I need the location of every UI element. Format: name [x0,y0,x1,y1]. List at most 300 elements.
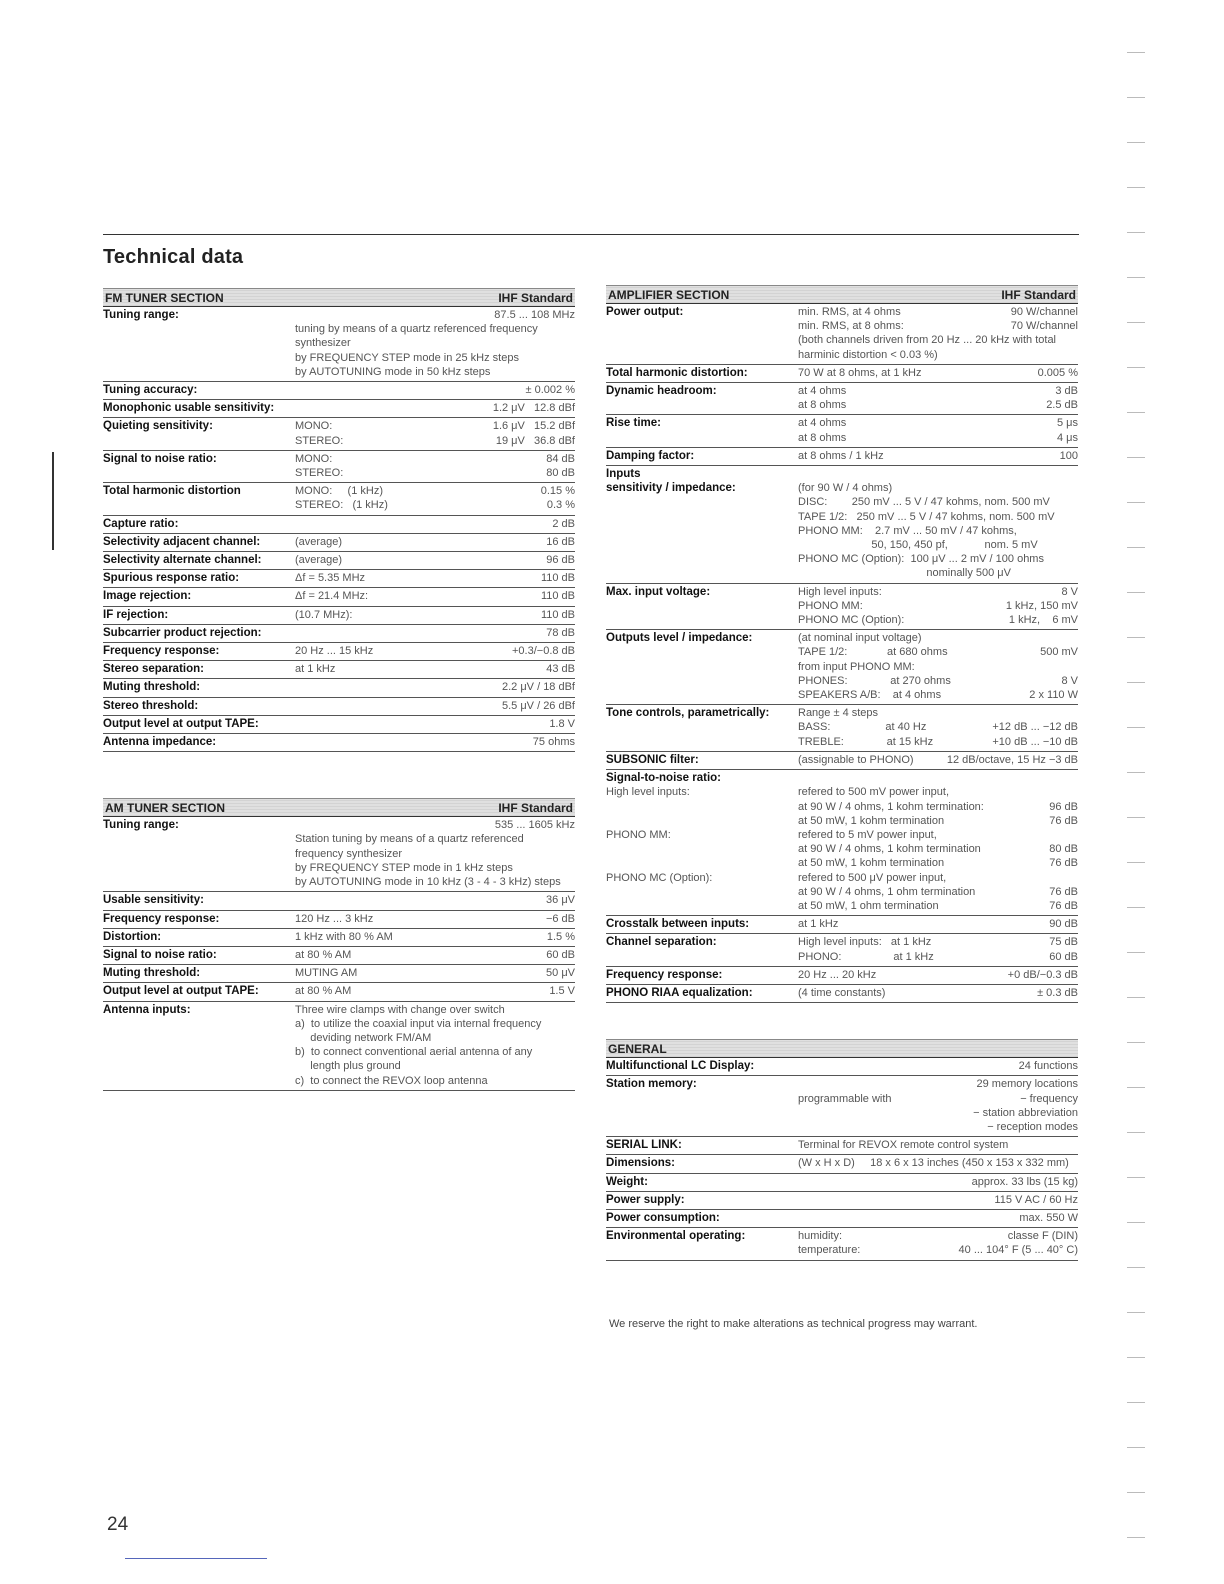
spec-label: Power consumption: [606,1211,720,1224]
spec-row [606,304,1078,365]
spec-label: Multifunctional LC Display: [606,1060,755,1073]
spec-label: Tuning range: [103,819,179,832]
margin-tick [1127,322,1145,323]
general-section [606,1039,1078,1260]
spec-detail [295,589,575,603]
spec-row [103,965,575,983]
spec-condition: High level inputs: PHONO MM: PHONO MC (Option): [798,585,905,627]
spec-detail [798,305,1078,362]
spec-value: +12 dB ... −12 dB +10 dB ... −10 dB [992,721,1078,748]
spec-label: Image rejection: [103,590,192,603]
spec-notes: (both channels driven from 20 Hz ... 20 kHz with total harminic distortion < 0.03 %) [798,334,1060,361]
spec-condition [798,1175,972,1189]
spec-condition [295,717,549,731]
spec-value: +0 dB/−0.3 dB [1007,968,1078,981]
spec-detail [295,680,575,694]
margin-tick [1127,277,1145,278]
spec-condition [295,680,502,694]
spec-row [103,817,575,892]
spec-value: 1.6 μV 15.2 dBf 19 μV 36.8 dBf [492,420,575,447]
spec-value: 96 dB [546,554,575,567]
spec-row [103,534,575,552]
spec-row [103,570,575,588]
spec-value: 1.8 V [549,717,575,730]
spec-condition: at 4 ohms at 8 ohms [798,385,847,412]
margin-tick [1127,592,1145,593]
spec-line [295,966,575,980]
spec-line [295,452,575,480]
spec-line [295,930,575,944]
spec-value: ± 0.3 dB [1037,986,1078,999]
general-rows [606,1058,1078,1260]
margin-tick [1127,1222,1145,1223]
spec-line [798,1229,1078,1257]
spec-condition: 70 W at 8 ohms, at 1 kHz [798,366,922,379]
spec-condition: at 1 kHz [798,918,839,931]
spec-label: PHONO RIAA equalization: [606,986,753,999]
spec-value: 500 mV 8 V 2 x 110 W [1029,646,1078,702]
spec-value: 0.15 % 0.3 % [540,485,575,512]
margin-tick [1127,1447,1145,1448]
margin-tick [1127,457,1145,458]
spec-condition: 120 Hz ... 3 kHz [295,912,374,925]
section-title: AMPLIFIER SECTION [608,287,730,302]
spec-row [103,418,575,450]
spec-condition [798,1193,994,1207]
spec-row [103,911,575,929]
spec-row [103,661,575,679]
spec-row [103,516,575,534]
spec-detail [798,1156,1078,1170]
margin-tick [1127,187,1145,188]
spec-label: Environmental operating: [606,1230,746,1243]
spec-row [606,466,1078,584]
spec-detail [295,419,575,447]
spec-condition: MUTING AM [295,967,358,980]
spec-label: Usable sensitivity: [103,894,204,907]
spec-row [606,1210,1078,1228]
spec-line [798,1175,1078,1189]
spec-condition [295,626,546,640]
spec-label: Station memory: [606,1078,697,1091]
spec-row [103,451,575,483]
section-standard: IHF Standard [498,800,573,815]
spec-row [606,584,1078,631]
spec-value: 110 dB [540,608,575,621]
spec-detail [295,383,575,397]
spec-line [798,1193,1078,1207]
snr-values: 96 dB 76 dB 80 dB 76 dB 76 dB 76 dB [1049,800,1078,912]
spec-condition: at 80 % AM [295,985,352,998]
spec-label: Power supply: [606,1193,685,1206]
margin-tick [1127,232,1145,233]
spec-value: 60 dB [546,948,575,961]
spec-condition: (assignable to PHONO) [798,753,914,766]
spec-value: classe F (DIN) 40 ... 104° F (5 ... 40° C) [958,1230,1078,1257]
spec-line [295,717,575,731]
spec-row [103,947,575,965]
spec-label: Antenna inputs: [103,1003,191,1016]
spec-line [798,986,1078,1000]
spec-value: approx. 33 lbs (15 kg) [971,1175,1078,1188]
fm-rows [103,307,575,752]
spec-row [103,400,575,418]
spec-value: 50 μV [546,967,575,980]
spec-detail [798,917,1078,931]
page-title: Technical data [103,246,244,268]
spec-condition [798,1211,1019,1225]
margin-tick [1127,502,1145,503]
spec-label: Output level at output TAPE: [103,985,259,998]
margin-bar [52,452,54,550]
spec-line [295,680,575,694]
spec-label: Signal-to-noise ratio: [606,772,721,785]
spec-line [798,305,1078,333]
spec-detail [295,553,575,567]
spec-value: 1.2 μV 12.8 dBf [492,402,575,415]
spec-value: 115 V AC / 60 Hz [994,1193,1078,1206]
spec-value: 8 V 1 kHz, 150 mV 1 kHz, 6 mV [1005,585,1078,627]
spec-row [606,1192,1078,1210]
spec-detail [295,735,575,749]
spec-row [103,716,575,734]
spec-row [103,483,575,515]
page-number: 24 [107,1514,129,1535]
section-header [103,798,575,817]
spec-line [798,753,1078,767]
spec-line [798,366,1078,380]
spec-value: ± 0.002 % [525,384,575,397]
margin-tick [1127,682,1145,683]
spec-label: Total harmonic distortion [103,485,241,498]
margin-tick [1127,1132,1145,1133]
spec-label: Selectivity alternate channel: [103,554,262,567]
spec-line [295,626,575,640]
spec-detail [295,717,575,731]
spec-detail [295,452,575,480]
spec-row [606,752,1078,770]
spec-label: Muting threshold: [103,681,201,694]
spec-label: Frequency response: [606,968,723,981]
spec-value: 0.005 % [1037,366,1078,379]
amplifier-section [606,285,1078,1003]
spec-condition [295,699,502,713]
spec-label: Tone controls, parametrically: [606,707,770,720]
spec-condition: Three wire clamps with change over switch a) to utilize the coaxial input via internal frequency deviding network FM/AM b) to connect conventional aerial antenna of any length plus ground c) to connect the REVOX loop antenna [295,1003,542,1087]
spec-detail [295,948,575,962]
spec-row [606,967,1078,985]
spec-detail [798,384,1078,412]
spec-row [606,365,1078,383]
spec-row [103,698,575,716]
spec-row [606,630,1078,705]
spec-line [295,644,575,658]
spec-condition: at 8 ohms / 1 kHz [798,449,884,462]
spec-detail [295,662,575,676]
spec-value: 90 dB [1049,918,1078,931]
spec-detail [295,1003,575,1088]
margin-tick [1127,952,1145,953]
spec-condition: MONO: STEREO: [295,420,344,447]
spec-detail [798,935,1078,963]
amp-rows [606,304,1078,1003]
snr-inputs: High level inputs: PHONO MM: PHONO MC (Option): [606,786,713,884]
spec-row [606,415,1078,447]
spec-condition: at 80 % AM [295,948,352,961]
spec-line [295,401,575,415]
spec-detail [295,517,575,531]
margin-tick [1127,772,1145,773]
right-column [606,285,1078,1261]
spec-detail [295,608,575,622]
spec-row [103,307,575,382]
margin-tick [1127,727,1145,728]
spec-condition: (at nominal input voltage) TAPE 1/2: at 680 ohms from input PHONO MM: PHONES: at 270 ohms SPEAKERS A/B: at 4 ohms [798,632,951,702]
spec-label: Signal to noise ratio: [103,948,217,961]
spec-value: 78 dB [546,626,575,639]
spec-detail [295,535,575,549]
spec-condition: Terminal for REVOX remote control system [798,1139,1009,1152]
spec-line [798,706,1078,749]
spec-row [103,643,575,661]
section-title: AM TUNER SECTION [105,800,225,815]
margin-tick [1127,637,1145,638]
spec-label: Stereo separation: [103,663,204,676]
spec-line [295,608,575,622]
spec-line [295,535,575,549]
spec-value: 87.5 ... 108 MHz [494,309,575,321]
spec-row [606,916,1078,934]
spec-line [295,984,575,998]
spec-value: 43 dB [546,663,575,676]
section-title: FM TUNER SECTION [105,290,224,305]
spec-label: Subcarrier product rejection: [103,626,262,639]
spec-detail [295,644,575,658]
spec-detail [798,968,1078,982]
spec-condition [295,517,552,531]
spec-detail [798,449,1078,463]
spec-value: 535 ... 1605 kHz [494,819,575,832]
spec-line [798,449,1078,463]
spec-notes: tuning by means of a quartz referenced frequency synthesizer by FREQUENCY STEP mode in 25 kHz steps by AUTOTUNING mode in 50 kHz steps [295,323,538,378]
section-header [606,1039,1078,1058]
spec-label: Frequency response: [103,912,220,925]
spec-value: 1.5 % [546,930,575,943]
spec-value: 84 dB 80 dB [546,452,575,480]
spec-line [295,571,575,585]
left-column [103,288,575,1091]
spec-label: Crosstalk between inputs: [606,918,750,931]
spec-label: IF rejection: [103,608,169,621]
spec-row [606,934,1078,966]
footnote: We reserve the right to make alterations as technical progress may warrant. [609,1318,978,1330]
spec-value: 12 dB/octave, 15 Hz −3 dB [946,753,1078,766]
spec-detail [295,571,575,585]
spec-row [103,679,575,697]
spec-detail [295,484,575,512]
spec-row [103,734,575,752]
spec-condition [295,401,493,415]
spec-value: 29 memory locations − frequency − station abbreviation − reception modes [973,1078,1078,1133]
spec-detail [798,585,1078,628]
spec-line [798,416,1078,444]
spec-row [103,552,575,570]
spec-line [295,893,575,907]
spec-condition: humidity: temperature: [798,1230,861,1257]
spec-value: 36 μV [546,894,575,907]
spec-label: SUBSONIC filter: [606,753,699,766]
spec-detail [798,986,1078,1000]
fm-tuner-section [103,288,575,752]
am-rows [103,817,575,1090]
spec-value: 3 dB 2.5 dB [1046,385,1078,412]
spec-row [103,892,575,910]
spec-condition [295,893,546,907]
spec-row [103,1002,575,1091]
spec-value: +0.3/−0.8 dB [512,645,575,658]
margin-tick [1127,997,1145,998]
spec-row [103,625,575,643]
spec-row [606,383,1078,415]
spec-label: Dimensions: [606,1157,676,1170]
spec-row [606,770,1078,916]
section-title: GENERAL [608,1041,667,1056]
spec-value: 90 W/channel 70 W/channel [1010,306,1078,333]
spec-line [798,631,1078,702]
spec-detail [798,1077,1078,1134]
spec-label: Tuning accuracy: [103,384,198,397]
spec-label: Muting threshold: [103,967,201,980]
spec-value: 110 dB [540,590,575,603]
margin-tick [1127,1087,1145,1088]
spec-line [295,419,575,447]
section-standard: IHF Standard [498,290,573,305]
bottom-line [125,1558,267,1559]
spec-label: Inputs sensitivity / impedance: [606,468,736,495]
spec-detail [295,699,575,713]
spec-label: Dynamic headroom: [606,385,717,398]
spec-label: Damping factor: [606,449,695,462]
spec-value: 5.5 μV / 26 dBf [502,699,575,712]
spec-line [295,662,575,676]
spec-line [798,968,1078,982]
margin-tick [1127,1267,1145,1268]
spec-label: Antenna impedance: [103,736,217,749]
spec-value: 2.2 μV / 18 dBf [502,681,575,694]
spec-label: Spurious response ratio: [103,572,240,585]
spec-detail [798,1193,1078,1207]
spec-line [295,553,575,567]
spec-value: 75 ohms [532,736,575,749]
spec-detail [295,818,575,889]
spec-row [606,985,1078,1003]
spec-condition: (10.7 MHz): [295,608,353,621]
spec-row [606,448,1078,466]
spec-detail [295,893,575,907]
spec-condition: 20 Hz ... 20 kHz [798,968,877,981]
top-rule [103,234,1079,235]
spec-detail [798,1138,1078,1152]
spec-detail [295,930,575,944]
spec-detail [798,1175,1078,1189]
spec-value: 2 dB [552,517,575,530]
spec-value: 16 dB [546,535,575,548]
snr-conditions: refered to 500 mV power input, at 90 W / 4 ohms, 1 kohm termination: at 50 mW, 1 kohm termination refered to 5 mV power input, at 90 W / 4 ohms, 1 kohm termination at 50 mW, 1 kohm termination refered to 500 μV power input, at 90 W / 4 ohms, 1 ohm termination at 50 mW, 1 ohm termination [798,786,984,912]
spec-value: 24 functions [1018,1060,1078,1073]
spec-line [798,1059,1078,1073]
margin-tick [1127,1492,1145,1493]
margin-tick [1127,862,1145,863]
margin-tick [1127,97,1145,98]
spec-detail [295,966,575,980]
spec-condition [295,735,533,749]
spec-row [606,1155,1078,1173]
spec-condition: Range ± 4 steps BASS: at 40 Hz TREBLE: at 15 kHz [798,707,934,748]
spec-row [103,382,575,400]
spec-label: Power output: [606,306,684,318]
spec-label: Channel separation: [606,936,717,949]
spec-detail [798,753,1078,767]
section-header [103,288,575,307]
spec-line [798,935,1078,963]
spec-line [798,1211,1078,1225]
spec-detail [798,1211,1078,1225]
spec-label: Output level at output TAPE: [103,717,259,730]
spec-detail [798,366,1078,380]
spec-row [103,607,575,625]
spec-line [798,467,1078,581]
spec-value: 110 dB [540,572,575,585]
spec-value: 100 [1059,449,1078,462]
spec-condition: at 1 kHz [295,663,336,676]
spec-row [606,1076,1078,1137]
spec-row [103,588,575,606]
margin-tick [1127,1357,1145,1358]
spec-detail [798,467,1078,581]
margin-tick [1127,547,1145,548]
spec-label: Quieting sensitivity: [103,420,213,433]
spec-condition [295,383,526,397]
spec-label: Monophonic usable sensitivity: [103,402,275,415]
spec-row [606,705,1078,752]
spec-condition: (W x H x D) 18 x 6 x 13 inches (450 x 153 x 332 mm) [798,1157,1069,1170]
spec-label: Distortion: [103,930,162,943]
spec-label: Selectivity adjacent channel: [103,535,261,548]
spec-row [606,1228,1078,1260]
spec-line [295,589,575,603]
spec-value: −6 dB [545,912,575,925]
margin-tick [1127,367,1145,368]
spec-line [295,1003,575,1088]
margin-tick [1127,142,1145,143]
spec-line [295,948,575,962]
spec-row [103,929,575,947]
spec-line [798,1156,1078,1170]
margin-tick [1127,1042,1145,1043]
spec-condition: High level inputs: at 1 kHz PHONO: at 1 kHz [798,936,934,963]
spec-detail [295,912,575,926]
spec-value: 75 dB 60 dB [1049,936,1078,963]
spec-condition: (average) [295,535,343,548]
spec-label: Weight: [606,1175,648,1188]
spec-row [103,983,575,1001]
spec-condition: 20 Hz ... 15 kHz [295,645,374,658]
spec-detail [798,416,1078,444]
spec-row [606,1174,1078,1192]
spec-line [798,1138,1078,1152]
spec-condition: (average) [295,554,343,567]
margin-tick [1127,1312,1145,1313]
